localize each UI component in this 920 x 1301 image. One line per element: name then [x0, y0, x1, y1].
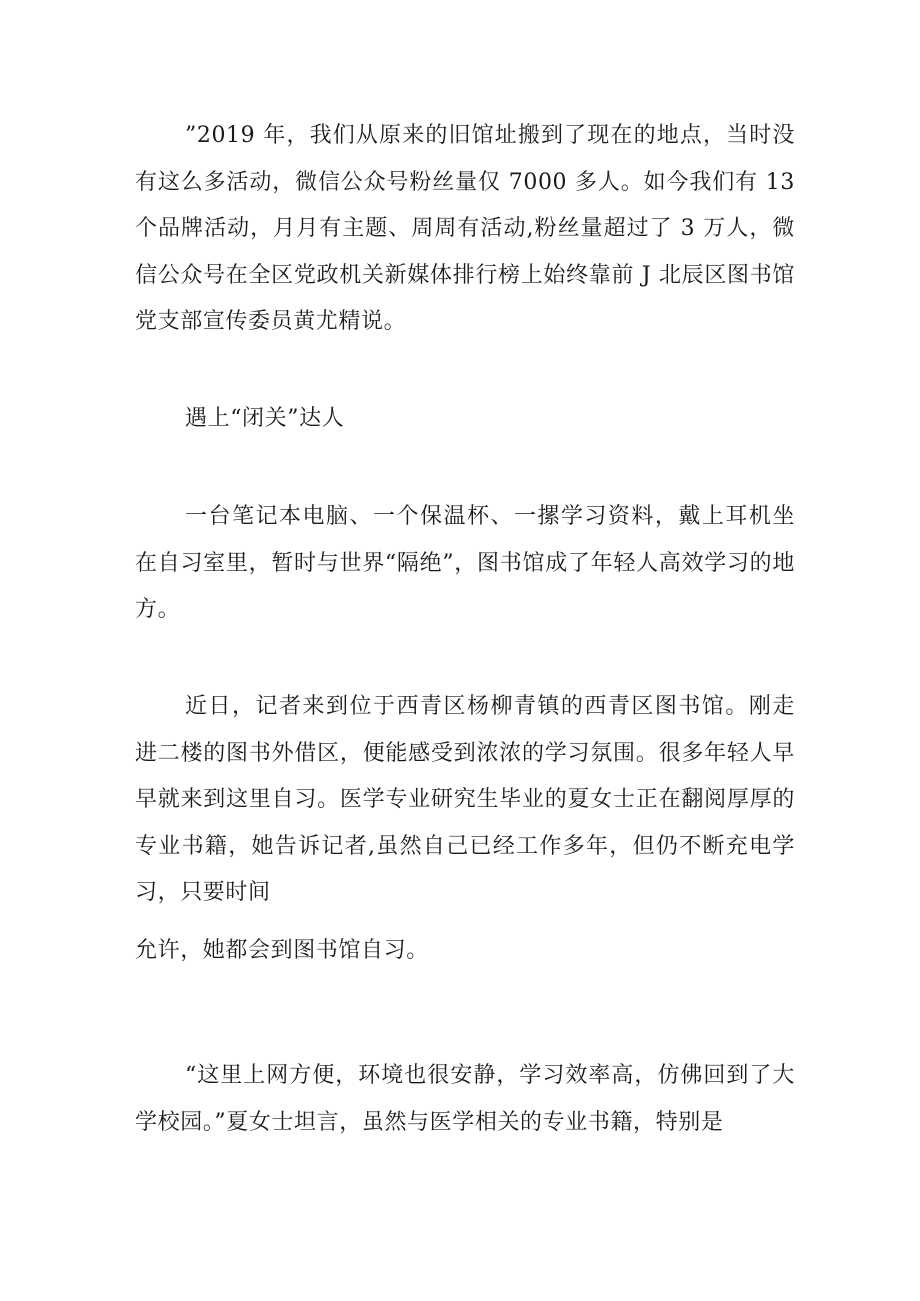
paragraph-library-relocation: ”2019 年，我们从原来的旧馆址搬到了现在的地点，当时没有这么多活动，微信公众号粉丝量仅 7000 多人。如今我们有 13 个品牌活动，月月有主题、周周有活动,粉丝量超过了 3 万人，微信公众号在全区党政机关新媒体排行榜上始终靠前 J 北辰区图书馆党支部宣传委员黄尤精说。 [135, 123, 795, 334]
section-heading: 遇上“闭关”达人 [185, 406, 345, 431]
paragraph-interview-quote: “这里上网方便，环境也很安静，学习效率高，仿佛回到了大学校园。”夏女士坦言，虽然与医学相关的专业书籍，特别是 [135, 1063, 795, 1135]
paragraph-xiqing-library: 近日，记者来到位于西青区杨柳青镇的西青区图书馆。刚走进二楼的图书外借区，便能感受到浓浓的学习氛围。很多年轻人早早就来到这里自习。医学专业研究生毕业的夏女士正在翻阅厚厚的专业书籍，她告诉记者,虽然自己已经工作多年，但仍不断充电学习，只要时间 [135, 694, 795, 905]
paragraph-continuation: 允许，她都会到图书馆自习。 [135, 938, 429, 963]
paragraph-study-scene: 一台笔记本电脑、一个保温杯、一摞学习资料，戴上耳机坐在自习室里，暂时与世界“隔绝”，图书馆成了年轻人高效学习的地方。 [135, 504, 795, 622]
